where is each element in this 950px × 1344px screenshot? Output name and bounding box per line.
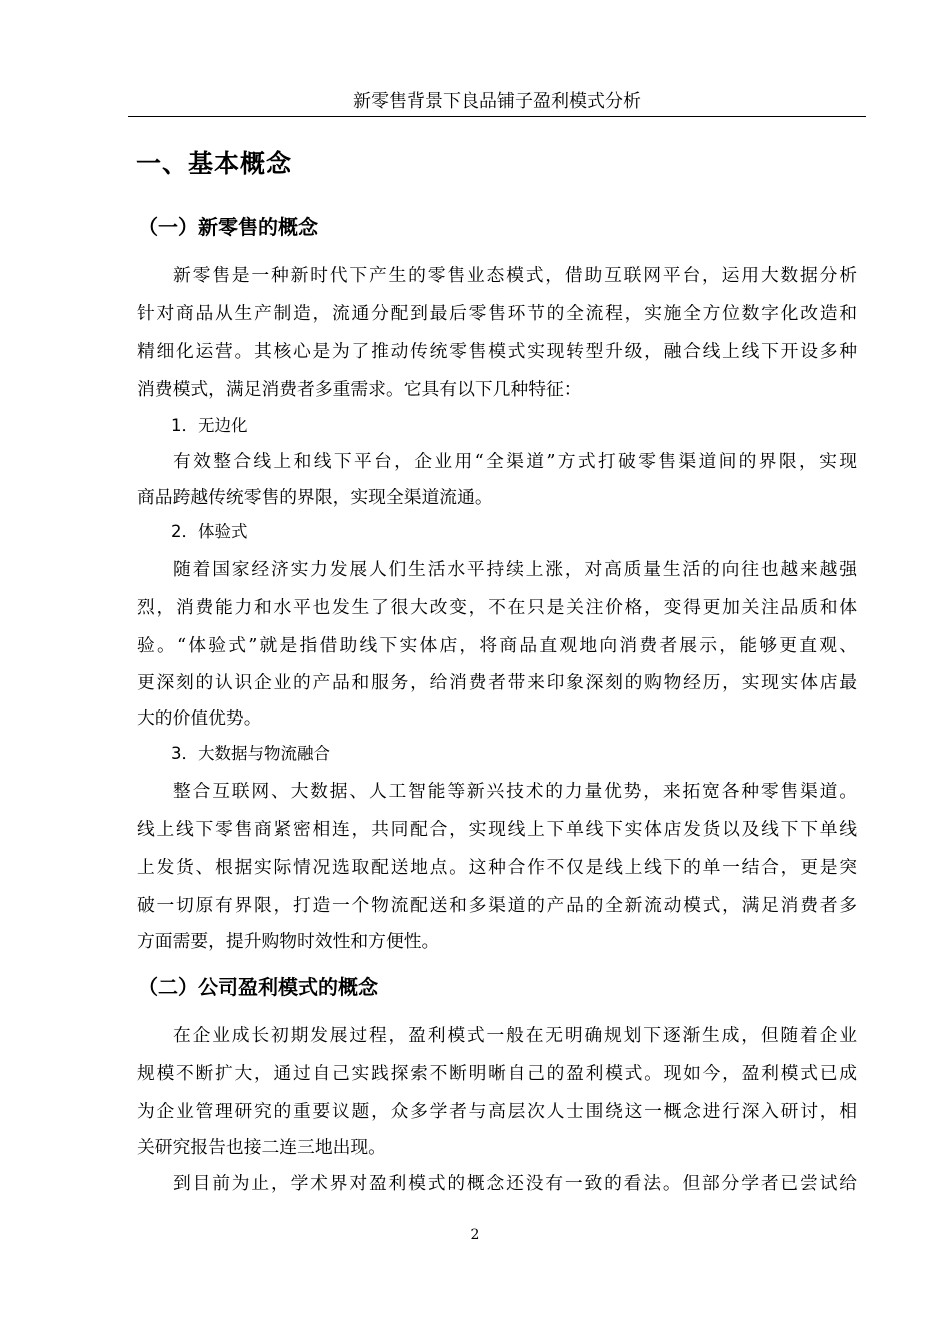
paragraph-line: 在企业成长初期发展过程，盈利模式一般在无明确规划下逐渐生成，但随着企业: [173, 1025, 857, 1046]
subsection-heading-new-retail: （一）新零售的概念: [138, 215, 318, 239]
paragraph-line: 方面需要，提升购物时效性和方便性。: [137, 931, 440, 952]
paragraph-line: 破一切原有界限，打造一个物流配送和多渠道的产品的全新流动模式，满足消费者多: [137, 895, 857, 916]
paragraph-line: 到目前为止，学术界对盈利模式的概念还没有一致的看法。但部分学者已尝试给: [173, 1173, 857, 1194]
paragraph-line: 关研究报告也接二连三地出现。: [137, 1137, 386, 1158]
paragraph-line: 验。“体验式”就是指借助线下实体店，将商品直观地向消费者展示，能够更直观、: [137, 635, 857, 656]
paragraph-line: 随着国家经济实力发展人们生活水平持续上涨，对高质量生活的向往也越来越强: [173, 559, 857, 580]
paragraph-line: 为企业管理研究的重要议题，众多学者与高层次人士围绕这一概念进行深入研讨，相: [137, 1101, 857, 1122]
paragraph-line: 商品跨越传统零售的界限，实现全渠道流通。: [137, 487, 493, 508]
paragraph-line: 精细化运营。其核心是为了推动传统零售模式实现转型升级，融合线上线下开设多种: [137, 341, 857, 362]
paragraph-line: 针对商品从生产制造，流通分配到最后零售环节的全流程，实施全方位数字化改造和: [137, 303, 857, 324]
feature-heading-borderless: 1．无边化: [171, 416, 248, 435]
paragraph-line: 线上线下零售商紧密相连，共同配合，实现线上下单线下实体店发货以及线下下单线: [137, 819, 857, 840]
subsection-heading-profit-model: （二）公司盈利模式的概念: [138, 975, 378, 999]
feature-heading-experiential: 2．体验式: [171, 522, 248, 541]
paragraph-line: 更深刻的认识企业的产品和服务，给消费者带来印象深刻的购物经历，实现实体店最: [137, 672, 857, 693]
section-heading: 一、基本概念: [136, 149, 293, 178]
paragraph-line: 规模不断扩大，通过自己实践探索不断明晰自己的盈利模式。现如今，盈利模式已成: [137, 1063, 857, 1084]
page-number: 2: [470, 1227, 480, 1243]
paragraph-line: 有效整合线上和线下平台，企业用“全渠道”方式打破零售渠道间的界限，实现: [173, 451, 857, 472]
paragraph-line: 消费模式，满足消费者多重需求。它具有以下几种特征：: [137, 379, 582, 400]
paragraph-line: 烈，消费能力和水平也发生了很大改变，不在只是关注价格，变得更加关注品质和体: [137, 597, 857, 618]
paragraph-line: 新零售是一种新时代下产生的零售业态模式，借助互联网平台，运用大数据分析: [173, 265, 857, 286]
paragraph-line: 整合互联网、大数据、人工智能等新兴技术的力量优势，来拓宽各种零售渠道。: [173, 781, 857, 802]
feature-heading-bigdata-logistics: 3．大数据与物流融合: [171, 744, 330, 763]
running-header: 新零售背景下良品铺子盈利模式分析: [353, 91, 641, 112]
header-rule: [128, 116, 866, 117]
paragraph-line: 大的价值优势。: [137, 708, 262, 729]
paragraph-line: 上发货、根据实际情况选取配送地点。这种合作不仅是线上线下的单一结合，更是突: [137, 857, 857, 878]
